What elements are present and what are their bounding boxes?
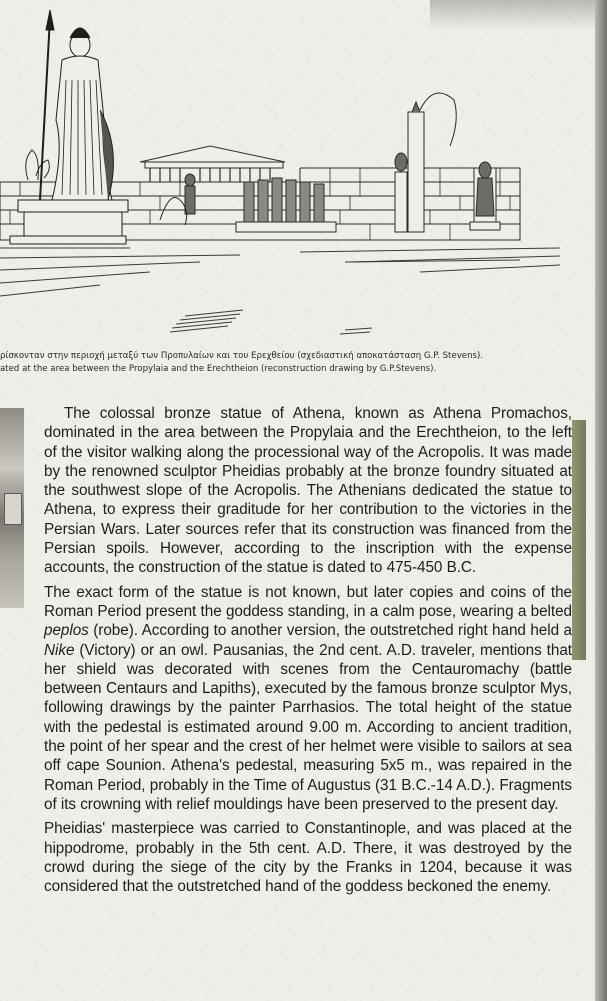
caption-greek: ρίσκονταν στην περιοχή μεταξύ των Προπυλαίων και του Ερεχθείου (σχεδιαστική αποκατάσταση G.P. Stevens). <box>0 351 484 361</box>
paragraph-description <box>44 583 572 815</box>
paragraph-description-a: The exact form of the statue is not known, but later copies and coins of the Roman Period present the goddess standing, in a calm pose, wearing a belted <box>44 583 572 620</box>
plaque-text <box>44 404 572 901</box>
term-nike: Nike <box>44 641 75 659</box>
hatching <box>170 260 520 334</box>
paragraph-fate: Pheidias' masterpiece was carried to Constantinople, and was placed at the hippodrome, probably in the 5th cent. A.D. There, it was destroyed by the crowd during the siege of the city by the Franks in 1204, because it was considered that the outstretched hand of the goddess beckoned the enemy. <box>44 820 572 896</box>
acropolis-terrain <box>0 240 560 296</box>
term-peplos: peplos <box>44 622 89 640</box>
propylaia-temple <box>140 146 285 182</box>
side-photo <box>0 408 24 608</box>
accent-bar <box>572 420 586 660</box>
statue-group <box>236 178 336 232</box>
paragraph-description-b: (robe). According to another version, the outstretched right hand held a <box>88 622 572 640</box>
paragraph-description-c: (Victory) or an owl. Pausanias, the 2nd cent. A.D. traveler, mentions that her shield was decorated with scenes from the Centauromachy (battle between Centaurs and Lapiths), executed by the famous bronze sculptor Mys, following drawings by the painter Parrhasios. The total height of the statue with the pedestal is estimated around 9.00 m. According to ancient tradition, the point of her spear and the crest of her helmet were visible to sailors at sea off cape Sounion. Athena's pedestal, measuring 5x5 m., was repaired in the Roman Period, probably in the Time of Augustus (31 B.C.-14 A.D.). Fragments of its crowning with relief mouldings have been preserved to the present day. <box>44 641 572 813</box>
athena-statue <box>10 10 128 244</box>
illustration-caption <box>0 350 560 376</box>
paragraph-history: The colossal bronze statue of Athena, known as Athena Promachos, dominated in the area between the Propylaia and the Erechtheion, to the left of the visitor walking along the processional way of the Acropolis. It was made by the renowned sculptor Pheidias probably at the bronze foundry situated at the southwest slope of the Acropolis. The Athenians dedicated the statue to Athena, to express their graditude for her contribution to the victories in the Persian Wars. Later sources refer that its construction was financed from the Persian spoils. However, according to the inscription with the expense accounts, the construction of the statue is dated to 475-450 B.C. <box>44 405 572 577</box>
caption-english: ated at the area between the Propylaia and the Erechtheion (reconstruction drawing by G.P.Stevens). <box>0 364 437 374</box>
column-monuments <box>395 93 500 232</box>
reconstruction-drawing <box>0 0 600 345</box>
